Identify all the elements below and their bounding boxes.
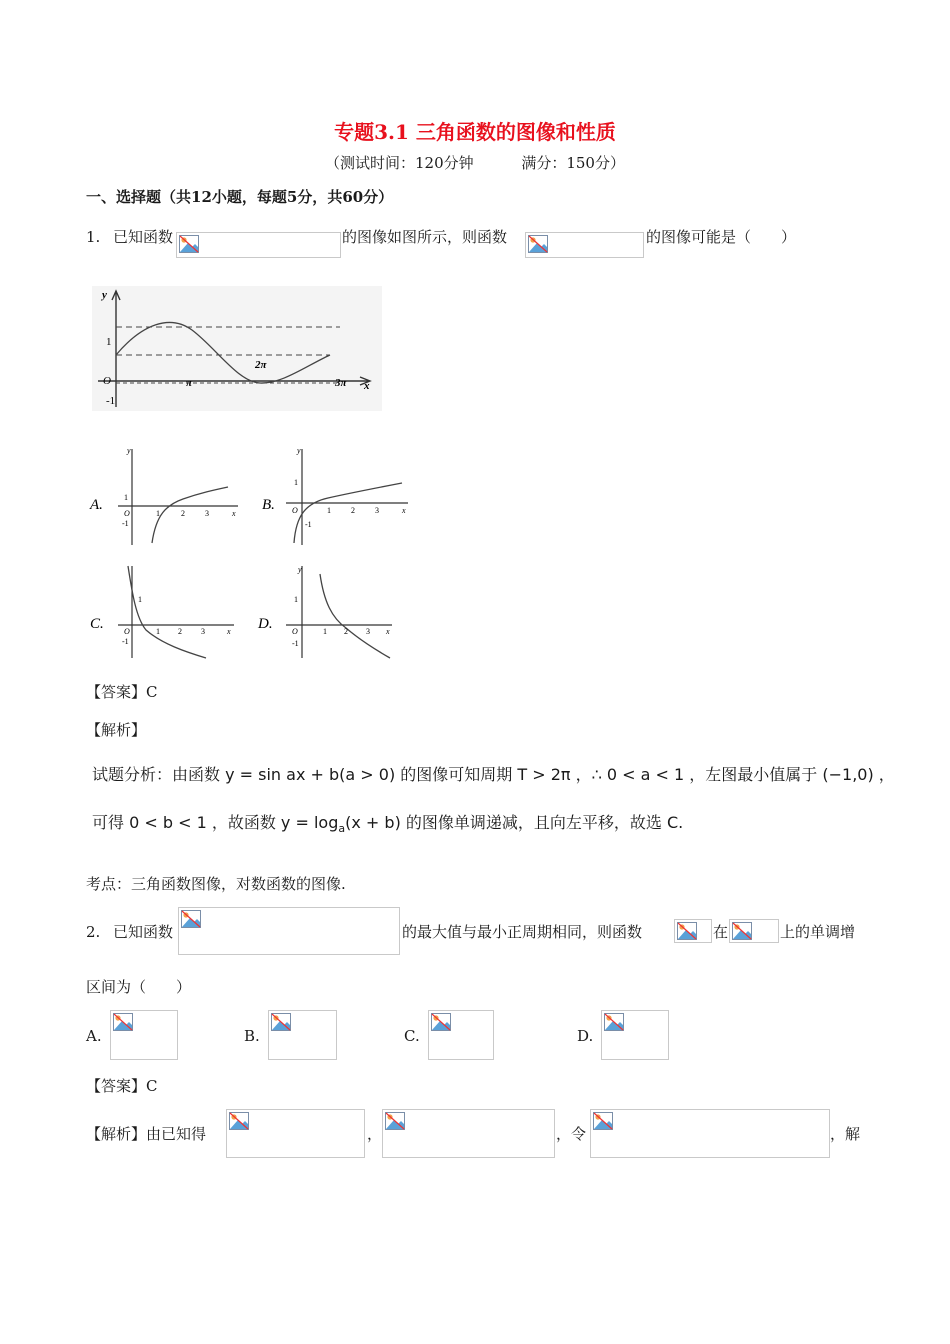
svg-text:-1: -1 [122,637,129,646]
option-d-formula [601,1010,669,1060]
formula-image [382,1109,555,1158]
q1-number: 1. [86,228,101,246]
log-base: a [338,822,346,836]
q2-text-2: 的最大值与最小正周期相同，则函数 [402,923,643,941]
q1-analysis-line1: 试题分析：由函数 y = sin ax + b(a > 0) 的图像可知周期 T > 2π ，∴ 0 < a < 1 ，左图最小值属于 (−1,0) ， [92,765,895,784]
broken-image-icon [593,1112,613,1130]
svg-text:x: x [227,627,231,636]
svg-text:O: O [292,627,298,636]
formula-image [674,919,712,943]
sine-graph [92,286,382,411]
q1-text-1: 已知函数 [113,228,174,246]
tick-label-2pi: 2π [255,359,267,371]
axis-label-x: x [364,380,370,392]
tick-label-pi: π [186,377,193,389]
tick-label-neg1: -1 [106,395,116,407]
option-b-formula [268,1010,337,1060]
svg-text:3: 3 [375,506,379,515]
svg-text:3: 3 [205,509,209,518]
broken-image-icon [271,1013,291,1031]
q2-text-5: 区间为（ ） [86,978,192,996]
q1-analysis-label: 【解析】 [86,721,147,739]
formula-image [729,919,779,943]
q1-analysis-line2-b: (x + b) 的图像单调递减，且向左平移，故选 C. [345,813,684,832]
svg-text:y: y [297,446,301,455]
broken-image-icon [677,922,697,940]
broken-image-icon [179,235,199,253]
svg-text:-1: -1 [305,520,312,529]
q2-option-b-label: B. [244,1027,260,1045]
page-title: 专题3.1 三角函数的图像和性质 [334,120,616,144]
option-label-b: B. [262,497,275,513]
q2-comma-3: ，解 [830,1125,861,1143]
formula-image [226,1109,365,1158]
tick-label-3pi: 3π [335,377,347,389]
q2-comma-1: ， [367,1125,383,1143]
formula-image [176,232,341,258]
q2-comma-2: ，令 [556,1125,587,1143]
svg-text:1: 1 [323,627,327,636]
q1-kaodian: 考点：三角函数图像，对数函数的图像. [86,875,346,893]
svg-text:1: 1 [124,493,128,502]
svg-text:y: y [298,565,302,574]
svg-text:2: 2 [344,627,348,636]
option-a-formula [110,1010,178,1060]
q2-option-a-label: A. [86,1027,102,1045]
svg-text:-1: -1 [122,519,129,528]
svg-text:1: 1 [156,627,160,636]
broken-image-icon [528,235,548,253]
section-heading: 一、选择题（共12小题，每题5分，共60分） [86,188,394,206]
svg-text:2: 2 [181,509,185,518]
broken-image-icon [229,1112,249,1130]
q1-text-2: 的图像如图所示，则函数 [342,228,508,246]
svg-text:1: 1 [294,478,298,487]
q2-analysis-label: 【解析】由已知得 [86,1125,207,1143]
svg-text:1: 1 [294,595,298,604]
svg-text:x: x [386,627,390,636]
q2-text-1: 已知函数 [113,923,174,941]
option-label-d: D. [258,616,273,632]
option-graphs-ab [88,443,418,548]
q2-number: 2. [86,923,101,941]
q2-text-3: 在 [713,923,729,941]
option-graphs-cd [88,562,408,662]
svg-text:O: O [124,509,130,518]
formula-image [525,232,644,258]
formula-image [178,907,400,955]
formula-image [590,1109,830,1158]
svg-text:y: y [127,446,131,455]
q2-text-4: 上的单调增 [780,923,856,941]
broken-image-icon [385,1112,405,1130]
broken-image-icon [431,1013,451,1031]
svg-text:O: O [292,506,298,515]
q2-option-d-label: D. [577,1027,594,1045]
q2-option-c-label: C. [404,1027,420,1045]
option-label-a: A. [90,497,103,513]
svg-text:3: 3 [201,627,205,636]
axis-label-y: y [102,289,107,301]
svg-text:2: 2 [351,506,355,515]
origin-label: O [103,375,111,387]
q1-analysis-line2-a: 可得 0 < b < 1 ，故函数 y = log [92,813,339,832]
broken-image-icon [113,1013,133,1031]
svg-text:x: x [232,509,236,518]
svg-text:1: 1 [327,506,331,515]
option-label-c: C. [90,616,104,632]
svg-text:1: 1 [156,509,160,518]
tick-label-1: 1 [106,336,112,348]
svg-text:3: 3 [366,627,370,636]
broken-image-icon [604,1013,624,1031]
svg-text:1: 1 [138,595,142,604]
q1-answer: 【答案】C [86,683,158,701]
svg-text:-1: -1 [292,639,299,648]
svg-text:O: O [124,627,130,636]
q2-answer: 【答案】C [86,1077,158,1095]
svg-text:x: x [402,506,406,515]
q1-text-3: 的图像可能是（ ） [646,228,797,246]
q1-analysis-line2 [92,810,683,835]
svg-text:2: 2 [178,627,182,636]
subtitle: （测试时间：120分钟 满分：150分） [325,154,625,172]
broken-image-icon [181,910,201,928]
broken-image-icon [732,922,752,940]
option-c-formula [428,1010,494,1060]
